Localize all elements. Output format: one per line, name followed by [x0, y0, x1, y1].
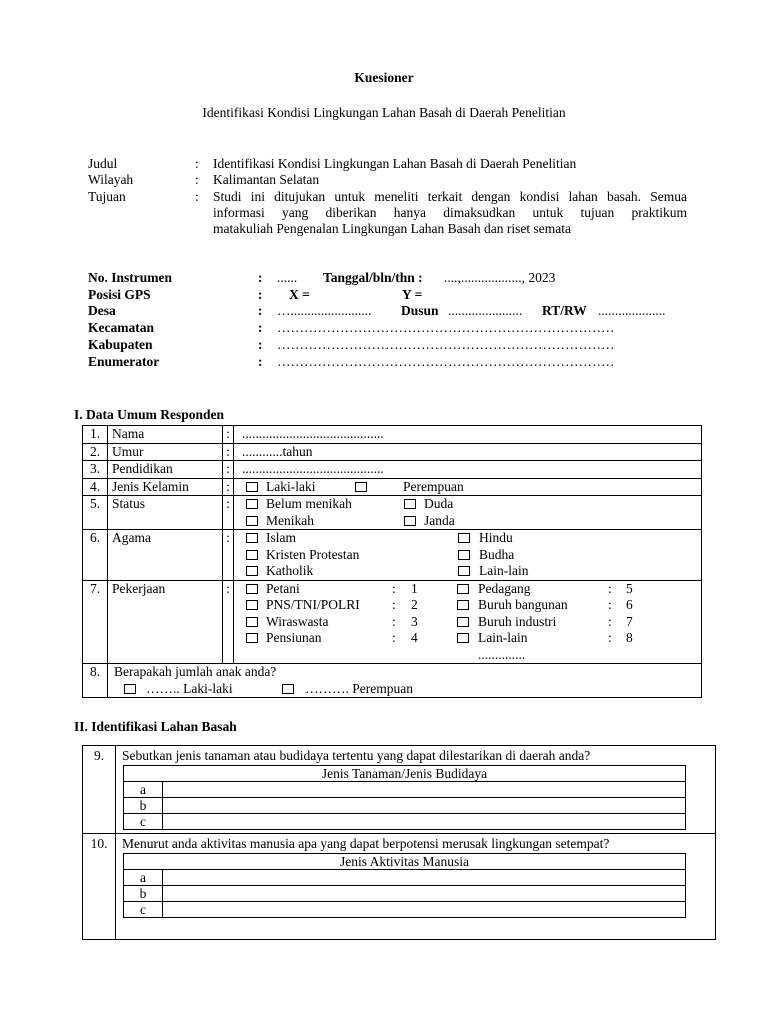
- section-2-table: [82, 745, 716, 940]
- colon: :: [258, 287, 263, 302]
- row-number: 1.: [83, 426, 108, 444]
- no-instrumen-value[interactable]: ......: [277, 270, 298, 285]
- rtrw-value[interactable]: ....................: [598, 303, 666, 318]
- table-row: [124, 814, 686, 830]
- umur-field[interactable]: ............tahun: [234, 443, 702, 461]
- option-label: ………. Perempuan: [305, 680, 413, 696]
- q9-question: Sebutkan jenis tanaman atau budidaya tertentu yang dapat dilestarikan di daerah anda?: [122, 748, 591, 763]
- pekerjaan-other-field[interactable]: ..............: [478, 646, 526, 662]
- status-options: [234, 496, 702, 530]
- table-row: [83, 580, 702, 664]
- colon: :: [608, 630, 612, 645]
- row-divider: [83, 833, 715, 834]
- option-label: Janda: [424, 512, 455, 528]
- row-number: 3.: [83, 461, 108, 479]
- nama-field[interactable]: ..........................................: [234, 426, 702, 444]
- colon: :: [258, 337, 263, 352]
- checkbox-janda[interactable]: [404, 516, 416, 526]
- answer-cell[interactable]: [163, 902, 686, 918]
- table-row: [83, 478, 702, 496]
- checkbox-budha[interactable]: [458, 550, 470, 560]
- option-label: Wiraswasta: [266, 613, 329, 629]
- answer-cell[interactable]: [163, 782, 686, 798]
- checkbox-duda[interactable]: [404, 499, 416, 509]
- kecamatan-label: Kecamatan: [88, 320, 154, 335]
- colon: :: [258, 270, 263, 285]
- gps-y[interactable]: Y =: [402, 287, 423, 302]
- checkbox-menikah[interactable]: [246, 516, 258, 526]
- checkbox-perempuan[interactable]: [355, 482, 367, 492]
- wilayah-label: Wilayah: [88, 172, 134, 187]
- anak-question: [108, 664, 702, 698]
- answer-cell[interactable]: [163, 814, 686, 830]
- row-letter: a: [124, 870, 163, 886]
- colon: :: [392, 630, 396, 645]
- checkbox-anak-perempuan[interactable]: [282, 684, 294, 694]
- section-2-heading: II. Identifikasi Lahan Basah: [74, 719, 237, 734]
- jenis-kelamin-options: [234, 478, 702, 496]
- option-label: Belum menikah: [266, 496, 352, 511]
- judul-value: Identifikasi Kondisi Lingkungan Lahan Basah di Daerah Penelitian: [213, 156, 577, 171]
- colon: :: [195, 172, 199, 187]
- colon: :: [258, 354, 263, 369]
- checkbox-petani[interactable]: [246, 584, 258, 594]
- table-row: [124, 886, 686, 902]
- wilayah-value: Kalimantan Selatan: [213, 172, 320, 187]
- row-number: 2.: [83, 443, 108, 461]
- enumerator-label: Enumerator: [88, 354, 160, 369]
- checkbox-buruh-bangunan[interactable]: [457, 600, 469, 610]
- checkbox-lain-lain[interactable]: [458, 566, 470, 576]
- row-number: 6.: [83, 530, 108, 581]
- colon: :: [195, 189, 199, 204]
- table-row: [83, 530, 702, 581]
- option-code: 2: [411, 597, 418, 612]
- row-label: Umur: [108, 443, 223, 461]
- row-label: Agama: [108, 530, 223, 581]
- pendidikan-field[interactable]: ..........................................: [234, 461, 702, 479]
- table-row: [83, 443, 702, 461]
- colon: :: [392, 613, 396, 629]
- document-title: Kuesioner: [354, 70, 414, 85]
- colon: :: [223, 478, 234, 496]
- row-label: Pendidikan: [108, 461, 223, 479]
- table-row: [124, 782, 686, 798]
- colon: :: [392, 580, 396, 596]
- option-label: Duda: [424, 496, 454, 511]
- desa-label: Desa: [88, 303, 116, 318]
- colon: :: [608, 580, 612, 596]
- option-code: 3: [411, 613, 418, 629]
- checkbox-lain-lain-pekerjaan[interactable]: [457, 633, 469, 643]
- option-code: 8: [626, 630, 633, 645]
- row-number: 10.: [90, 836, 108, 851]
- colon: :: [223, 496, 234, 530]
- row-number: 7.: [83, 580, 108, 664]
- option-label: Kristen Protestan: [266, 546, 360, 562]
- checkbox-pensiunan[interactable]: [246, 633, 258, 643]
- option-code: 4: [411, 630, 418, 645]
- kabupaten-label: Kabupaten: [88, 337, 153, 352]
- kecamatan-value[interactable]: …………………………………………………………………: [277, 320, 615, 335]
- dusun-label: Dusun: [401, 303, 439, 318]
- row-letter: a: [124, 782, 163, 798]
- gps-label: Posisi GPS: [88, 287, 151, 302]
- answer-cell[interactable]: [163, 870, 686, 886]
- colon: :: [392, 597, 396, 612]
- section-1-heading: I. Data Umum Responden: [74, 407, 225, 422]
- document-subtitle: Identifikasi Kondisi Lingkungan Lahan Basah di Daerah Penelitian: [202, 105, 566, 120]
- tanggal-value[interactable]: ....,.................., 2023: [444, 270, 556, 285]
- row-number: 5.: [83, 496, 108, 530]
- option-label: Pedagang: [478, 580, 531, 596]
- row-label: Nama: [108, 426, 223, 444]
- row-label: Jenis Kelamin: [108, 478, 223, 496]
- colon: :: [608, 613, 612, 629]
- checkbox-pedagang[interactable]: [457, 584, 469, 594]
- option-label: Buruh industri: [478, 613, 557, 629]
- kabupaten-value[interactable]: …………………………………………………………………: [277, 337, 615, 352]
- colon: :: [223, 443, 234, 461]
- pekerjaan-options: [234, 580, 702, 664]
- option-code: 6: [626, 597, 633, 612]
- table-row: [124, 798, 686, 814]
- option-code: 7: [626, 613, 633, 629]
- checkbox-laki-laki[interactable]: [246, 482, 258, 492]
- option-label: Laki-laki: [266, 478, 316, 494]
- option-code: 1: [411, 580, 418, 596]
- q10-question: Menurut anda aktivitas manusia apa yang dapat berpotensi merusak lingkungan setempat?: [122, 836, 610, 851]
- checkbox-buruh-industri[interactable]: [457, 617, 469, 627]
- option-code: 5: [626, 580, 633, 596]
- option-label: Katholik: [266, 563, 314, 578]
- q9-answer-table: [123, 765, 686, 830]
- option-label: Buruh bangunan: [478, 597, 568, 612]
- option-label: Perempuan: [403, 478, 464, 494]
- judul-label: Judul: [88, 156, 118, 171]
- checkbox-belum-menikah[interactable]: [246, 499, 258, 509]
- tujuan-line-2: informasi yang diberikan hanya dimaksudkan untuk tujuan praktikum: [213, 205, 687, 220]
- colon: :: [258, 320, 263, 335]
- checkbox-hindu[interactable]: [458, 533, 470, 543]
- option-label: …….. Laki-laki: [146, 680, 233, 696]
- row-label: Pekerjaan: [108, 580, 223, 664]
- option-label: Petani: [266, 580, 300, 596]
- option-label: Hindu: [479, 530, 513, 545]
- colon: :: [258, 303, 263, 318]
- option-label: Menikah: [266, 512, 314, 528]
- checkbox-islam[interactable]: [246, 533, 258, 543]
- column-divider: [115, 746, 116, 939]
- option-label: Lain-lain: [479, 563, 529, 578]
- colon: :: [223, 580, 234, 664]
- respondent-table: [82, 425, 702, 698]
- no-instrumen-label: No. Instrumen: [88, 270, 173, 285]
- table-row: [83, 496, 702, 530]
- row-letter: c: [124, 814, 163, 830]
- checkbox-kristen-protestan[interactable]: [246, 550, 258, 560]
- agama-options: [234, 530, 702, 581]
- tujuan-label: Tujuan: [88, 189, 126, 204]
- colon: :: [223, 461, 234, 479]
- q10-answer-table: [123, 853, 686, 918]
- checkbox-pns-tni-polri[interactable]: [246, 600, 258, 610]
- gps-x[interactable]: X =: [289, 287, 310, 302]
- dusun-value[interactable]: ......................: [448, 303, 523, 318]
- option-label: Lain-lain: [478, 630, 528, 645]
- row-label: Status: [108, 496, 223, 530]
- option-label: Islam: [266, 530, 296, 545]
- desa-value[interactable]: …........................: [277, 303, 372, 318]
- row-label: Berapakah jumlah anak anda?: [114, 664, 277, 679]
- row-letter: b: [124, 798, 163, 814]
- table-header: Jenis Tanaman/Jenis Budidaya: [124, 766, 686, 782]
- option-label: Budha: [479, 546, 515, 562]
- checkbox-anak-laki-laki[interactable]: [124, 684, 136, 694]
- tujuan-line-1: Studi ini ditujukan untuk meneliti terkait dengan kondisi lahan basah. Semua: [213, 189, 687, 204]
- row-number: 9.: [93, 748, 105, 763]
- enumerator-value[interactable]: …………………………………………………………………: [277, 354, 615, 369]
- row-letter: b: [124, 886, 163, 902]
- table-header: Jenis Aktivitas Manusia: [124, 854, 686, 870]
- table-row: [83, 461, 702, 479]
- checkbox-katholik[interactable]: [246, 566, 258, 576]
- colon: :: [223, 530, 234, 581]
- row-number: 4.: [83, 478, 108, 496]
- option-label: PNS/TNI/POLRI: [266, 597, 360, 612]
- colon: :: [195, 156, 199, 171]
- row-number: 8.: [83, 664, 108, 698]
- row-letter: c: [124, 902, 163, 918]
- rtrw-label: RT/RW: [542, 303, 587, 318]
- colon: :: [608, 597, 612, 612]
- tanggal-label: Tanggal/bln/thn :: [323, 270, 423, 285]
- table-row: [124, 870, 686, 886]
- checkbox-wiraswasta[interactable]: [246, 617, 258, 627]
- table-row: [83, 664, 702, 698]
- option-label: Pensiunan: [266, 630, 322, 645]
- tujuan-line-3: matakuliah Pengenalan Lingkungan Lahan Basah dan riset semata: [213, 221, 572, 236]
- answer-cell[interactable]: [163, 886, 686, 902]
- table-row: [83, 426, 702, 444]
- table-row: [124, 902, 686, 918]
- answer-cell[interactable]: [163, 798, 686, 814]
- colon: :: [223, 426, 234, 444]
